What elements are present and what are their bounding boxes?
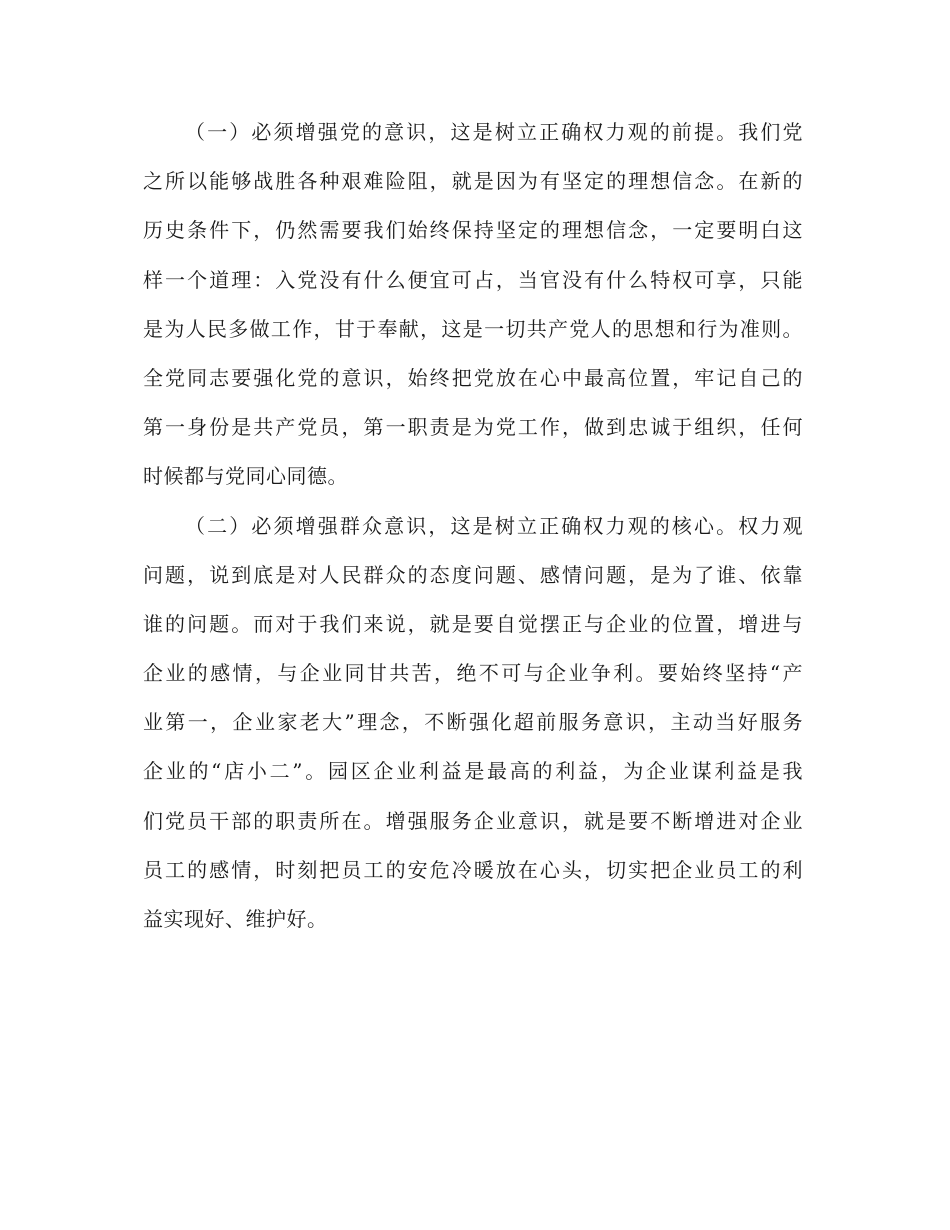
paragraph-1 (143, 108, 803, 502)
paragraph-line: 们党员干部的职责所在。增强服务企业意识，就是要不断增进对企业 (143, 808, 803, 833)
paragraph-line: 第一身份是共产党员，第一职责是为党工作，做到忠诚于组织，任何 (143, 415, 803, 440)
paragraph-line: （二）必须增强群众意识，这是树立正确权力观的核心。权力观 (185, 513, 803, 538)
paragraph-line: 员工的感情，时刻把员工的安危冷暖放在心头，切实把企业员工的利 (143, 857, 803, 882)
paragraph-line: 企业的感情，与企业同甘共苦，绝不可与企业争利。要始终坚持“产 (143, 661, 803, 686)
paragraph-line: 之所以能够战胜各种艰难险阻，就是因为有坚定的理想信念。在新的 (143, 169, 803, 194)
paragraph-2 (143, 502, 803, 945)
paragraph-line: 问题，说到底是对人民群众的态度问题、感情问题，是为了谁、依靠 (143, 562, 803, 587)
document-body (143, 108, 803, 944)
paragraph-line: 业第一，企业家老大”理念，不断强化超前服务意识，主动当好服务 (143, 710, 803, 735)
paragraph-line: 样一个道理：入党没有什么便宜可占，当官没有什么特权可享，只能 (143, 267, 803, 292)
paragraph-line: 益实现好、维护好。 (143, 907, 328, 931)
paragraph-line: 历史条件下，仍然需要我们始终保持坚定的理想信念，一定要明白这 (143, 218, 803, 243)
paragraph-line: 企业的“店小二”。园区企业利益是最高的利益，为企业谋利益是我 (143, 759, 803, 784)
paragraph-line: 时候都与党同心同德。 (143, 464, 348, 489)
paragraph-line: （一）必须增强党的意识，这是树立正确权力观的前提。我们党 (185, 120, 803, 144)
paragraph-line: 谁的问题。而对于我们来说，就是要自觉摆正与企业的位置，增进与 (143, 611, 803, 636)
paragraph-line: 全党同志要强化党的意识，始终把党放在心中最高位置，牢记自己的 (143, 365, 803, 390)
paragraph-line: 是为人民多做工作，甘于奉献，这是一切共产党人的思想和行为准则。 (143, 316, 803, 341)
